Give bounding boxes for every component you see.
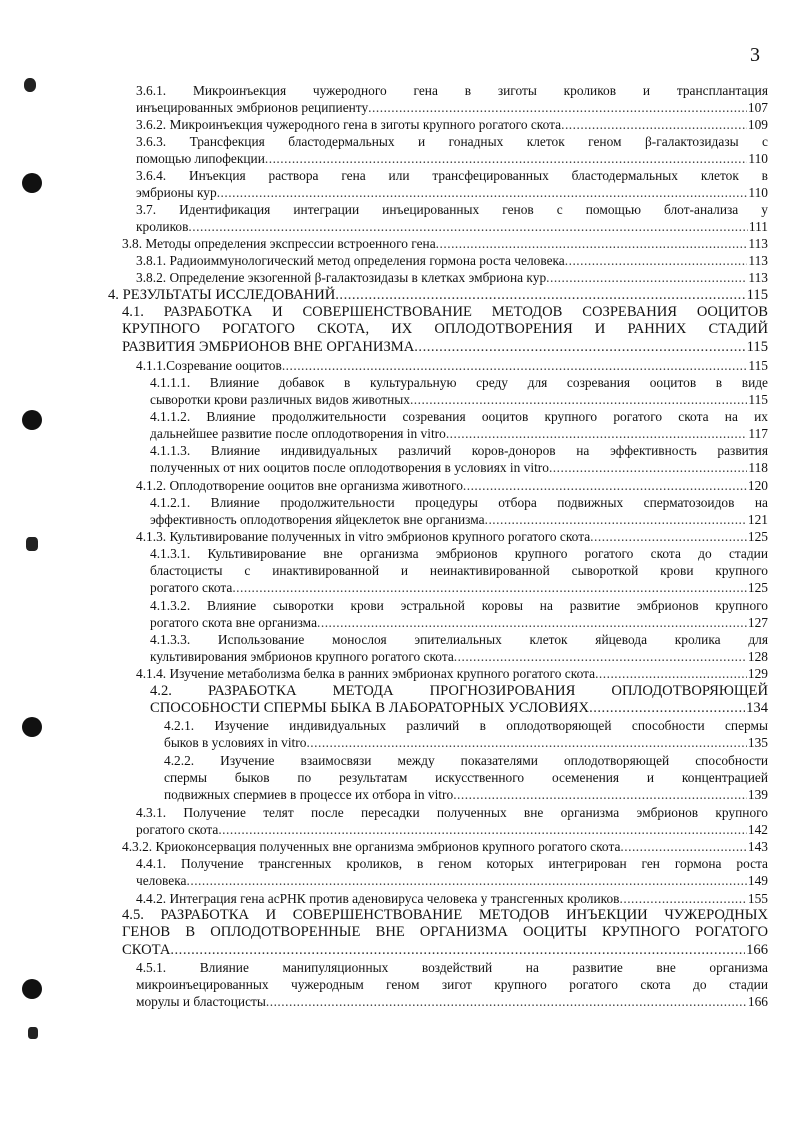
toc-page-number: 129 xyxy=(747,666,768,681)
toc-entry-title: 4.4.2. Интеграция гена асРНК против аденовируса человека у трансгенных кроликов xyxy=(136,891,620,906)
dot-leader xyxy=(335,287,745,304)
toc-entry-title: 4.1.4. Изучение метаболизма белка в ранних эмбрионах крупного рогатого скота xyxy=(136,666,596,681)
toc-entry-line xyxy=(136,99,768,116)
toc-entry xyxy=(122,907,768,959)
toc-entry-line: 4.4.1. Получение трансгенных кроликов, в геном которых интегрирован ген гормона роста xyxy=(136,856,768,871)
dot-leader xyxy=(265,150,748,167)
toc-entry-title: 3.8.2. Определение экзогенной β-галактозидазы в клетках эмбриона кур xyxy=(136,270,547,285)
toc-entry xyxy=(150,545,768,597)
toc-entry-title: морулы и бластоцисты xyxy=(136,994,266,1010)
dot-leader xyxy=(446,425,748,442)
toc-entry-line xyxy=(136,357,768,374)
toc-entry-line xyxy=(122,339,768,356)
toc-entry-line: 4.5.1. Влияние манипуляционных воздействий на развитие вне организма xyxy=(136,960,768,975)
dot-leader xyxy=(282,357,748,374)
toc-entry-line xyxy=(122,235,768,252)
toc-entry-line: 4.2.2. Изучение взаимосвязи между показателями оплодотворяющей способности xyxy=(164,753,768,768)
toc-entry xyxy=(164,752,768,804)
toc-entry-line xyxy=(136,218,768,235)
toc-entry-line xyxy=(136,150,768,167)
dot-leader xyxy=(620,890,747,907)
toc-page-number: 113 xyxy=(748,253,768,268)
toc-entry-line: 4.1.1.2. Влияние продолжительности созревания ооцитов крупного рогатого скота на их xyxy=(150,409,768,424)
toc-entry xyxy=(136,804,768,838)
dot-leader xyxy=(561,116,747,133)
toc-entry-line xyxy=(136,872,768,889)
toc-page-number: 125 xyxy=(747,529,768,544)
toc-entry xyxy=(122,235,768,252)
toc-entry xyxy=(108,287,768,304)
toc-entry xyxy=(136,201,768,235)
toc-entry-line xyxy=(164,786,768,803)
toc-entry xyxy=(136,357,768,374)
toc-page-number: 155 xyxy=(747,891,768,906)
toc-page-number: 149 xyxy=(747,873,768,889)
dot-leader xyxy=(368,99,747,116)
dot-leader xyxy=(589,700,745,717)
dot-leader xyxy=(546,269,747,286)
toc-entry-title: эффективность оплодотворения яйцеклеток вне организма xyxy=(150,512,485,528)
toc-entry xyxy=(136,133,768,167)
toc-page-number: 115 xyxy=(746,287,768,303)
toc-entry-title: рогатого скота xyxy=(136,822,219,838)
toc-entry-line: 4.5. РАЗРАБОТКА И СОВЕРШЕНСТВОВАНИЕ МЕТОДОВ ИНЪЕКЦИИ ЧУЖЕРОДНЫХ xyxy=(122,907,768,923)
punch-hole-mark xyxy=(24,78,36,92)
toc-entry xyxy=(136,116,768,133)
toc-entry-title: 4.3.2. Криоконсервация полученных вне организма эмбрионов крупного рогатого скота xyxy=(122,839,621,854)
punch-hole xyxy=(22,173,42,193)
toc-entry-title: дальнейшее развитие после оплодотворения in vitro xyxy=(150,426,446,442)
toc-page-number: 109 xyxy=(747,117,768,132)
page-number: 3 xyxy=(750,44,760,66)
toc-entry xyxy=(136,477,768,494)
toc-entry xyxy=(150,494,768,528)
toc-page-number: 113 xyxy=(748,270,768,285)
dot-leader xyxy=(620,838,747,855)
dot-leader xyxy=(306,734,746,751)
dot-leader xyxy=(414,339,745,356)
dot-leader xyxy=(232,579,747,596)
toc-entry-title: полученных от них ооцитов после оплодотворения в условиях in vitro xyxy=(150,460,549,476)
toc-entry-line: 3.7. Идентификация интеграции инъецированных генов с помощью блот-анализа у xyxy=(136,202,768,217)
toc-entry-line xyxy=(108,287,768,304)
toc-entry xyxy=(150,631,768,665)
toc-entry xyxy=(150,683,768,718)
toc-entry xyxy=(122,838,768,855)
punch-hole xyxy=(22,717,42,737)
toc-entry-line xyxy=(136,993,768,1010)
toc-entry-title: рогатого скота вне организма xyxy=(150,615,318,631)
toc-entry-title: помощью липофекции xyxy=(136,151,265,167)
toc-entry-title: 3.8.1. Радиоиммунологический метод определения гормона роста человека xyxy=(136,253,565,268)
toc-entry-line: 3.6.3. Трансфекция бластодермальных и гонадных клеток геном β-галактозидазы с xyxy=(136,134,768,149)
toc-entry-line xyxy=(164,734,768,751)
toc-entry xyxy=(136,269,768,286)
toc-page-number: 115 xyxy=(748,392,768,408)
toc-entry-line xyxy=(150,511,768,528)
toc-page-number: 166 xyxy=(747,994,768,1010)
toc-page-number: 135 xyxy=(747,735,768,751)
dot-leader xyxy=(453,786,747,803)
toc-entry-line xyxy=(150,648,768,665)
toc-entry xyxy=(136,82,768,116)
toc-page-number: 120 xyxy=(747,478,768,493)
toc-page-number: 139 xyxy=(747,787,768,803)
dot-leader xyxy=(565,252,748,269)
toc-entry-title: быков в условиях in vitro xyxy=(164,735,307,751)
toc-entry-line xyxy=(150,425,768,442)
dot-leader xyxy=(187,872,747,889)
toc-entry-line xyxy=(136,184,768,201)
toc-page-number: 121 xyxy=(747,512,768,528)
toc-entry-line: 4.1. РАЗРАБОТКА И СОВЕРШЕНСТВОВАНИЕ МЕТОДОВ СОЗРЕВАНИЯ ООЦИТОВ xyxy=(122,304,768,320)
toc-entry-line xyxy=(136,890,768,907)
toc-page-number: 117 xyxy=(748,426,768,442)
dot-leader xyxy=(454,648,747,665)
dot-leader xyxy=(218,821,747,838)
toc-entry-line xyxy=(150,614,768,631)
toc-entry-line xyxy=(150,700,768,717)
toc-entry-line: 4.1.1.3. Влияние индивидуальных различий коров-доноров на эффективность развития xyxy=(150,443,768,458)
toc-entry-line xyxy=(122,942,768,959)
toc-entry-line xyxy=(150,391,768,408)
toc-page-number: 107 xyxy=(747,100,768,116)
toc-entry-title: человека xyxy=(136,873,187,889)
toc-entry-title: 4.1.1.Созревание ооцитов xyxy=(136,358,282,373)
toc-entry-line xyxy=(136,477,768,494)
toc-entry-title: СПОСОБНОСТИ СПЕРМЫ БЫКА В ЛАБОРАТОРНЫХ УСЛОВИЯХ xyxy=(150,700,590,717)
dot-leader xyxy=(463,477,747,494)
toc-entry-title: инъецированных эмбрионов реципиенту xyxy=(136,100,369,116)
toc-entry-line: микроинъецированных чужеродным геном зигот крупного рогатого скота до стадии xyxy=(136,977,768,993)
toc-page-number: 110 xyxy=(748,185,768,201)
toc-page-number: 125 xyxy=(747,580,768,596)
toc-page-number: 142 xyxy=(747,822,768,838)
toc-entry-title: культивирования эмбрионов крупного рогатого скота xyxy=(150,649,454,665)
toc-entry xyxy=(150,374,768,408)
toc-entry-title: эмбрионы кур xyxy=(136,185,217,201)
toc-entry-line: 4.2. РАЗРАБОТКА МЕТОДА ПРОГНОЗИРОВАНИЯ ОПЛОДОТВОРЯЮЩЕЙ xyxy=(150,683,768,699)
toc-entry-line: 4.1.3.3. Использование монослоя эпителиальных клеток яйцевода кролика для xyxy=(150,632,768,647)
toc-entry-line xyxy=(136,821,768,838)
toc-entry-line xyxy=(136,528,768,545)
toc-page-number: 113 xyxy=(748,236,768,251)
toc-entry xyxy=(136,167,768,201)
toc-entry-title: 4.1.3. Культивирование полученных in vitro эмбрионов крупного рогатого скота xyxy=(136,529,591,544)
toc-entry xyxy=(122,304,768,356)
dot-leader xyxy=(188,218,747,235)
toc-entry-title: подвижных спермиев в процессе их отбора in vitro xyxy=(164,787,454,803)
toc-entry-line: КРУПНОГО РОГАТОГО СКОТА, ИХ ОПЛОДОТВОРЕНИЯ И РАННИХ СТАДИЙ xyxy=(122,321,768,338)
punch-hole-mark xyxy=(28,1027,38,1039)
toc-entry-line: 4.1.3.1. Культивирование вне организма эмбрионов крупного рогатого скота до стадии xyxy=(150,546,768,561)
toc-entry xyxy=(136,959,768,1011)
toc-entry xyxy=(150,442,768,476)
toc-entry-line xyxy=(150,579,768,596)
toc-entry-title: 3.8. Методы определения экспрессии встроенного гена xyxy=(122,236,436,251)
toc-entry-title: сыворотки крови различных видов животных xyxy=(150,392,410,408)
dot-leader xyxy=(436,235,748,252)
toc-page-number: 111 xyxy=(748,219,768,235)
toc-entry-line: 3.6.1. Микроинъекция чужеродного гена в зиготы кроликов и трансплантация xyxy=(136,83,768,98)
toc-page-number: 118 xyxy=(748,460,768,476)
toc-entry-line xyxy=(136,116,768,133)
dot-leader xyxy=(266,993,747,1010)
dot-leader xyxy=(170,942,745,959)
dot-leader xyxy=(549,459,747,476)
toc-entry xyxy=(150,408,768,442)
toc-entry-title: кроликов xyxy=(136,219,189,235)
toc-entry-line: спермы быков по результатам искусственного осеменения и концентрацией xyxy=(164,770,768,786)
toc-page-number: 115 xyxy=(748,358,768,373)
toc-entry-line: 4.1.1.1. Влияние добавок в культуральную среду для созревания ооцитов в виде xyxy=(150,375,768,390)
toc-entry-line xyxy=(122,838,768,855)
toc-page-number: 127 xyxy=(747,615,768,631)
dot-leader xyxy=(410,391,747,408)
toc-entry-line xyxy=(150,459,768,476)
toc-entry-line: ГЕНОВ В ОПЛОДОТВОРЕННЫЕ ВНЕ ОРГАНИЗМА ООЦИТЫ КРУПНОГО РОГАТОГО xyxy=(122,924,768,941)
punch-hole xyxy=(22,979,42,999)
toc-entry-title: рогатого скота xyxy=(150,580,233,596)
toc-entry-title: 4.1.2. Оплодотворение ооцитов вне организма животного xyxy=(136,478,463,493)
toc-entry-line: 3.6.4. Инъекция раствора гена или трансфецированных бластодермальных клеток в xyxy=(136,168,768,183)
dot-leader xyxy=(590,528,747,545)
dot-leader xyxy=(485,511,747,528)
toc-page-number: 166 xyxy=(746,941,768,958)
dot-leader xyxy=(217,184,748,201)
toc-page-number: 115 xyxy=(746,338,768,355)
punch-hole xyxy=(22,410,42,430)
toc-entry xyxy=(136,252,768,269)
toc-entry-line: бластоцисты с инактивированной и неинактивированной сывороткой крови крупного xyxy=(150,563,768,579)
toc-entry xyxy=(150,597,768,631)
toc-entry-line: 4.1.3.2. Влияние сыворотки крови эстральной коровы на развитие эмбрионов крупного xyxy=(150,598,768,613)
toc-entry-line: 4.3.1. Получение телят после пересадки полученных вне организма эмбрионов крупного xyxy=(136,805,768,820)
toc-entry xyxy=(136,665,768,682)
toc-entry-line xyxy=(136,252,768,269)
toc-entry xyxy=(136,890,768,907)
toc-entry-title: СКОТА xyxy=(122,941,171,958)
toc-entry-title: 4. РЕЗУЛЬТАТЫ ИССЛЕДОВАНИЙ xyxy=(108,287,336,303)
toc-entry-line xyxy=(136,269,768,286)
dot-leader xyxy=(317,614,747,631)
toc-page-number: 143 xyxy=(747,839,768,854)
toc-entry-title: РАЗВИТИЯ ЭМБРИОНОВ ВНЕ ОРГАНИЗМА xyxy=(122,338,415,355)
toc-entry xyxy=(136,528,768,545)
dot-leader xyxy=(595,665,747,682)
toc-entry-line: 4.2.1. Изучение индивидуальных различий в оплодотворяющей способности спермы xyxy=(164,718,768,733)
toc-page-number: 134 xyxy=(746,700,768,717)
punch-hole-mark xyxy=(26,537,38,551)
toc-entry-line: 4.1.2.1. Влияние продолжительности процедуры отбора подвижных сперматозоидов на xyxy=(150,495,768,510)
toc-entry xyxy=(164,717,768,751)
toc-page-number: 110 xyxy=(748,151,768,167)
toc-page-number: 128 xyxy=(747,649,768,665)
toc-entry-line xyxy=(136,665,768,682)
toc-entry xyxy=(136,855,768,889)
toc-entry-title: 3.6.2. Микроинъекция чужеродного гена в зиготы крупного рогатого скота xyxy=(136,117,562,132)
